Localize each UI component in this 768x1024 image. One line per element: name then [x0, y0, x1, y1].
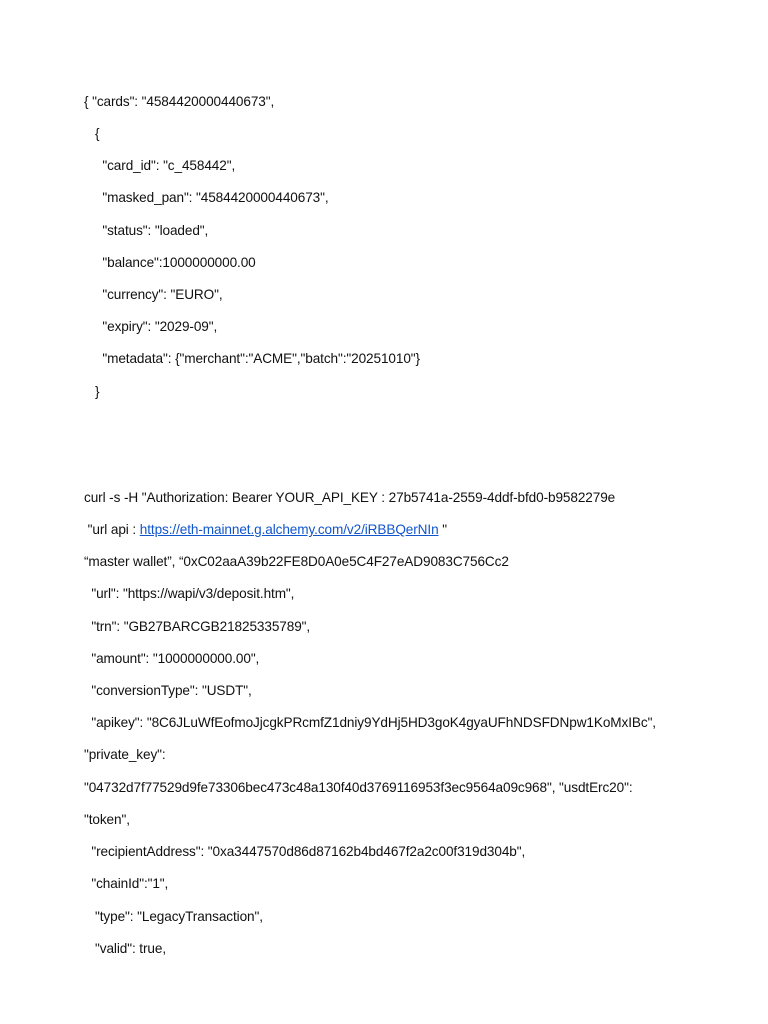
config-line-12: "type": "LegacyTransaction", — [84, 909, 263, 924]
card-line-6: "balance":1000000000.00 — [84, 255, 256, 270]
url-api-prefix: "url api : — [84, 522, 140, 537]
config-line-3: "trn": "GB27BARCGB21825335789", — [84, 619, 311, 634]
card-line-7: "currency": "EURO", — [84, 287, 223, 302]
config-line-1: “master wallet”, “0xC02aaA39b22FE8D0A0e5C4F27eAD9083C756Cc2 — [84, 554, 509, 569]
card-line-10: } — [84, 384, 100, 399]
card-line-4: "masked_pan": "4584420000440673", — [84, 190, 329, 205]
card-line-2: { — [84, 126, 100, 141]
card-line-3: "card_id": "c_458442", — [84, 158, 236, 173]
card-line-9: "metadata": {"merchant":"ACME","batch":"20251010"} — [84, 351, 420, 366]
config-line-6: "apikey": "8C6JLuWfEofmoJjcgkPRcmfZ1dniy9YdHj5HD3goK4gyaUFhNDSFDNpw1KoMxIBc", — [84, 715, 656, 730]
card-line-8: "expiry": "2029-09", — [84, 319, 218, 334]
config-line-8: "04732d7f77529d9fe73306bec473c48a130f40d3769116953f3ec9564a09c968", "usdtErc20": — [84, 780, 633, 795]
card-line-5: "status": "loaded", — [84, 223, 209, 238]
config-line-10: "recipientAddress": "0xa3447570d86d87162b4bd467f2a2c00f319d304b", — [84, 844, 526, 859]
url-api-line — [84, 522, 447, 538]
config-line-4: "amount": "1000000000.00", — [84, 651, 260, 666]
config-line-7: "private_key": — [84, 747, 166, 762]
url-api-link[interactable]: https://eth-mainnet.g.alchemy.com/v2/iRBBQerNIn — [139, 522, 439, 537]
config-line-13: "valid": true, — [84, 941, 166, 956]
curl-line: curl -s -H "Authorization: Bearer YOUR_API_KEY : 27b5741a-2559-4ddf-bfd0-b9582279e — [84, 490, 616, 505]
config-line-11: "chainId":"1", — [84, 876, 169, 891]
config-line-2: "url": "https://wapi/v3/deposit.htm", — [84, 586, 295, 601]
config-line-5: "conversionType": "USDT", — [84, 683, 252, 698]
url-api-suffix: " — [438, 522, 447, 537]
config-line-9: "token", — [84, 812, 130, 827]
card-line-1: { "cards": "4584420000440673", — [84, 94, 275, 109]
